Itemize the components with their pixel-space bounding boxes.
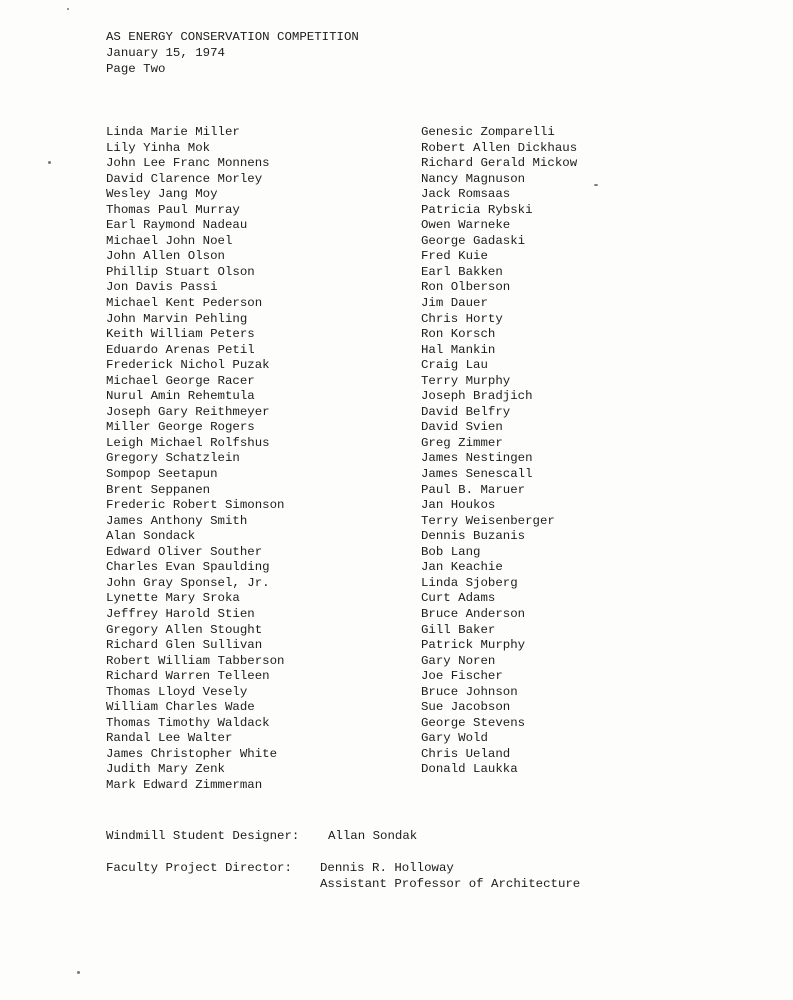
name-entry: Curt Adams [421,591,496,606]
name-entry: Brent Seppanen [106,482,211,497]
name-entry: Chris Horty [421,311,503,326]
name-entry: Edward Oliver Souther [106,544,263,559]
name-entry: Nurul Amin Rehemtula [106,389,255,404]
name-entry: Wesley Jang Moy [106,187,218,202]
name-entry: Gill Baker [421,622,496,637]
name-entry: Chris Ueland [421,746,511,761]
name-entry: Jan Houkos [421,498,496,513]
names-column-left [106,125,284,794]
name-entry: Joseph Bradjich [421,389,533,404]
name-entry: John Allen Olson [106,249,225,264]
name-entry: Richard Gerald Mickow [421,156,578,171]
name-entry: Genesic Zomparelli [421,125,555,139]
director-name: Dennis R. Holloway [320,861,454,875]
name-entry: Paul B. Maruer [421,482,526,497]
name-entry: John Gray Sponsel, Jr. [106,575,270,590]
name-entry: Owen Warneke [421,218,511,233]
name-entry: Dennis Buzanis [421,529,526,544]
name-entry: Robert Allen Dickhaus [421,140,578,155]
name-entry: George Stevens [421,715,526,730]
name-entry: John Lee Franc Monnens [106,156,270,171]
name-entry: Michael Kent Pederson [106,296,263,311]
name-entry: Miller George Rogers [106,420,255,435]
name-entry: Gregory Allen Stought [106,622,263,637]
name-entry: Frederick Nichol Puzak [106,358,270,373]
name-entry: Terry Weisenberger [421,513,555,528]
name-entry: Richard Warren Telleen [106,669,270,684]
name-entry: Mark Edward Zimmerman [106,777,263,792]
name-entry: Jon Davis Passi [106,280,218,295]
name-entry: Phillip Stuart Olson [106,264,255,279]
name-entry: Sue Jacobson [421,700,511,715]
name-entry: Leigh Michael Rolfshus [106,435,270,450]
name-entry: Terry Murphy [421,373,511,388]
name-entry: Thomas Timothy Waldack [106,715,270,730]
name-entry: Gary Wold [421,731,488,746]
name-entry: David Clarence Morley [106,171,263,186]
director-label: Faculty Project Director: [106,861,292,875]
name-entry: Sompop Seetapun [106,467,218,482]
header-date: January 15, 1974 [106,45,225,60]
name-entry: Hal Mankin [421,342,496,357]
name-entry: Jim Dauer [421,296,488,311]
name-entry: Gregory Schatzlein [106,451,240,466]
name-entry: Earl Bakken [421,264,503,279]
name-entry: Charles Evan Spaulding [106,560,270,575]
name-entry: Fred Kuie [421,249,488,264]
name-entry: Michael John Noel [106,233,233,248]
name-entry: Linda Sjoberg [421,575,518,590]
name-entry: Donald Laukka [421,762,518,777]
paper-speck [77,971,80,974]
name-entry: Bruce Johnson [421,684,518,699]
name-entry: Ron Olberson [421,280,511,295]
name-entry: George Gadaski [421,233,526,248]
name-entry: Bruce Anderson [421,606,526,621]
name-entry: James Senescall [421,467,533,482]
name-entry: Craig Lau [421,358,488,373]
name-entry: Keith William Peters [106,327,255,342]
name-entry: James Nestingen [421,451,533,466]
name-entry: James Christopher White [106,746,278,761]
name-entry: Gary Noren [421,653,496,668]
name-entry: Judith Mary Zenk [106,762,225,777]
paper-speck [67,8,69,10]
name-entry: Richard Glen Sullivan [106,638,263,653]
name-entry: Lynette Mary Sroka [106,591,240,606]
name-entry: Randal Lee Walter [106,731,233,746]
names-column-right [421,125,577,778]
paper-speck [594,184,598,186]
name-entry: Bob Lang [421,544,481,559]
director-title: Assistant Professor of Architecture [320,877,581,891]
name-entry: Michael George Racer [106,373,255,388]
name-entry: Patricia Rybski [421,202,533,217]
name-entry: James Anthony Smith [106,513,248,528]
designer-name: Allan Sondak [328,829,418,843]
name-entry: Jan Keachie [421,560,503,575]
paper-speck [48,161,51,164]
name-entry: Nancy Magnuson [421,171,526,186]
name-entry: Eduardo Arenas Petil [106,342,255,357]
name-entry: David Svien [421,420,503,435]
name-entry: Thomas Paul Murray [106,202,240,217]
name-entry: William Charles Wade [106,700,255,715]
header-page-number: Page Two [106,61,166,76]
name-entry: Robert William Tabberson [106,653,285,668]
designer-label: Windmill Student Designer: [106,829,300,843]
name-entry: John Marvin Pehling [106,311,248,326]
name-entry: Joe Fischer [421,669,503,684]
name-entry: Jack Romsaas [421,187,511,202]
name-entry: Jeffrey Harold Stien [106,606,255,621]
name-entry: David Belfry [421,404,511,419]
name-entry: Joseph Gary Reithmeyer [106,404,270,419]
name-entry: Linda Marie Miller [106,125,240,139]
name-entry: Earl Raymond Nadeau [106,218,248,233]
name-entry: Alan Sondack [106,529,196,544]
name-entry: Lily Yinha Mok [106,140,211,155]
name-entry: Greg Zimmer [421,435,503,450]
name-entry: Thomas Lloyd Vesely [106,684,248,699]
name-entry: Ron Korsch [421,327,496,342]
document-header [106,30,359,77]
name-entry: Frederic Robert Simonson [106,498,285,513]
header-title: AS ENERGY CONSERVATION COMPETITION [106,30,359,44]
name-entry: Patrick Murphy [421,638,526,653]
